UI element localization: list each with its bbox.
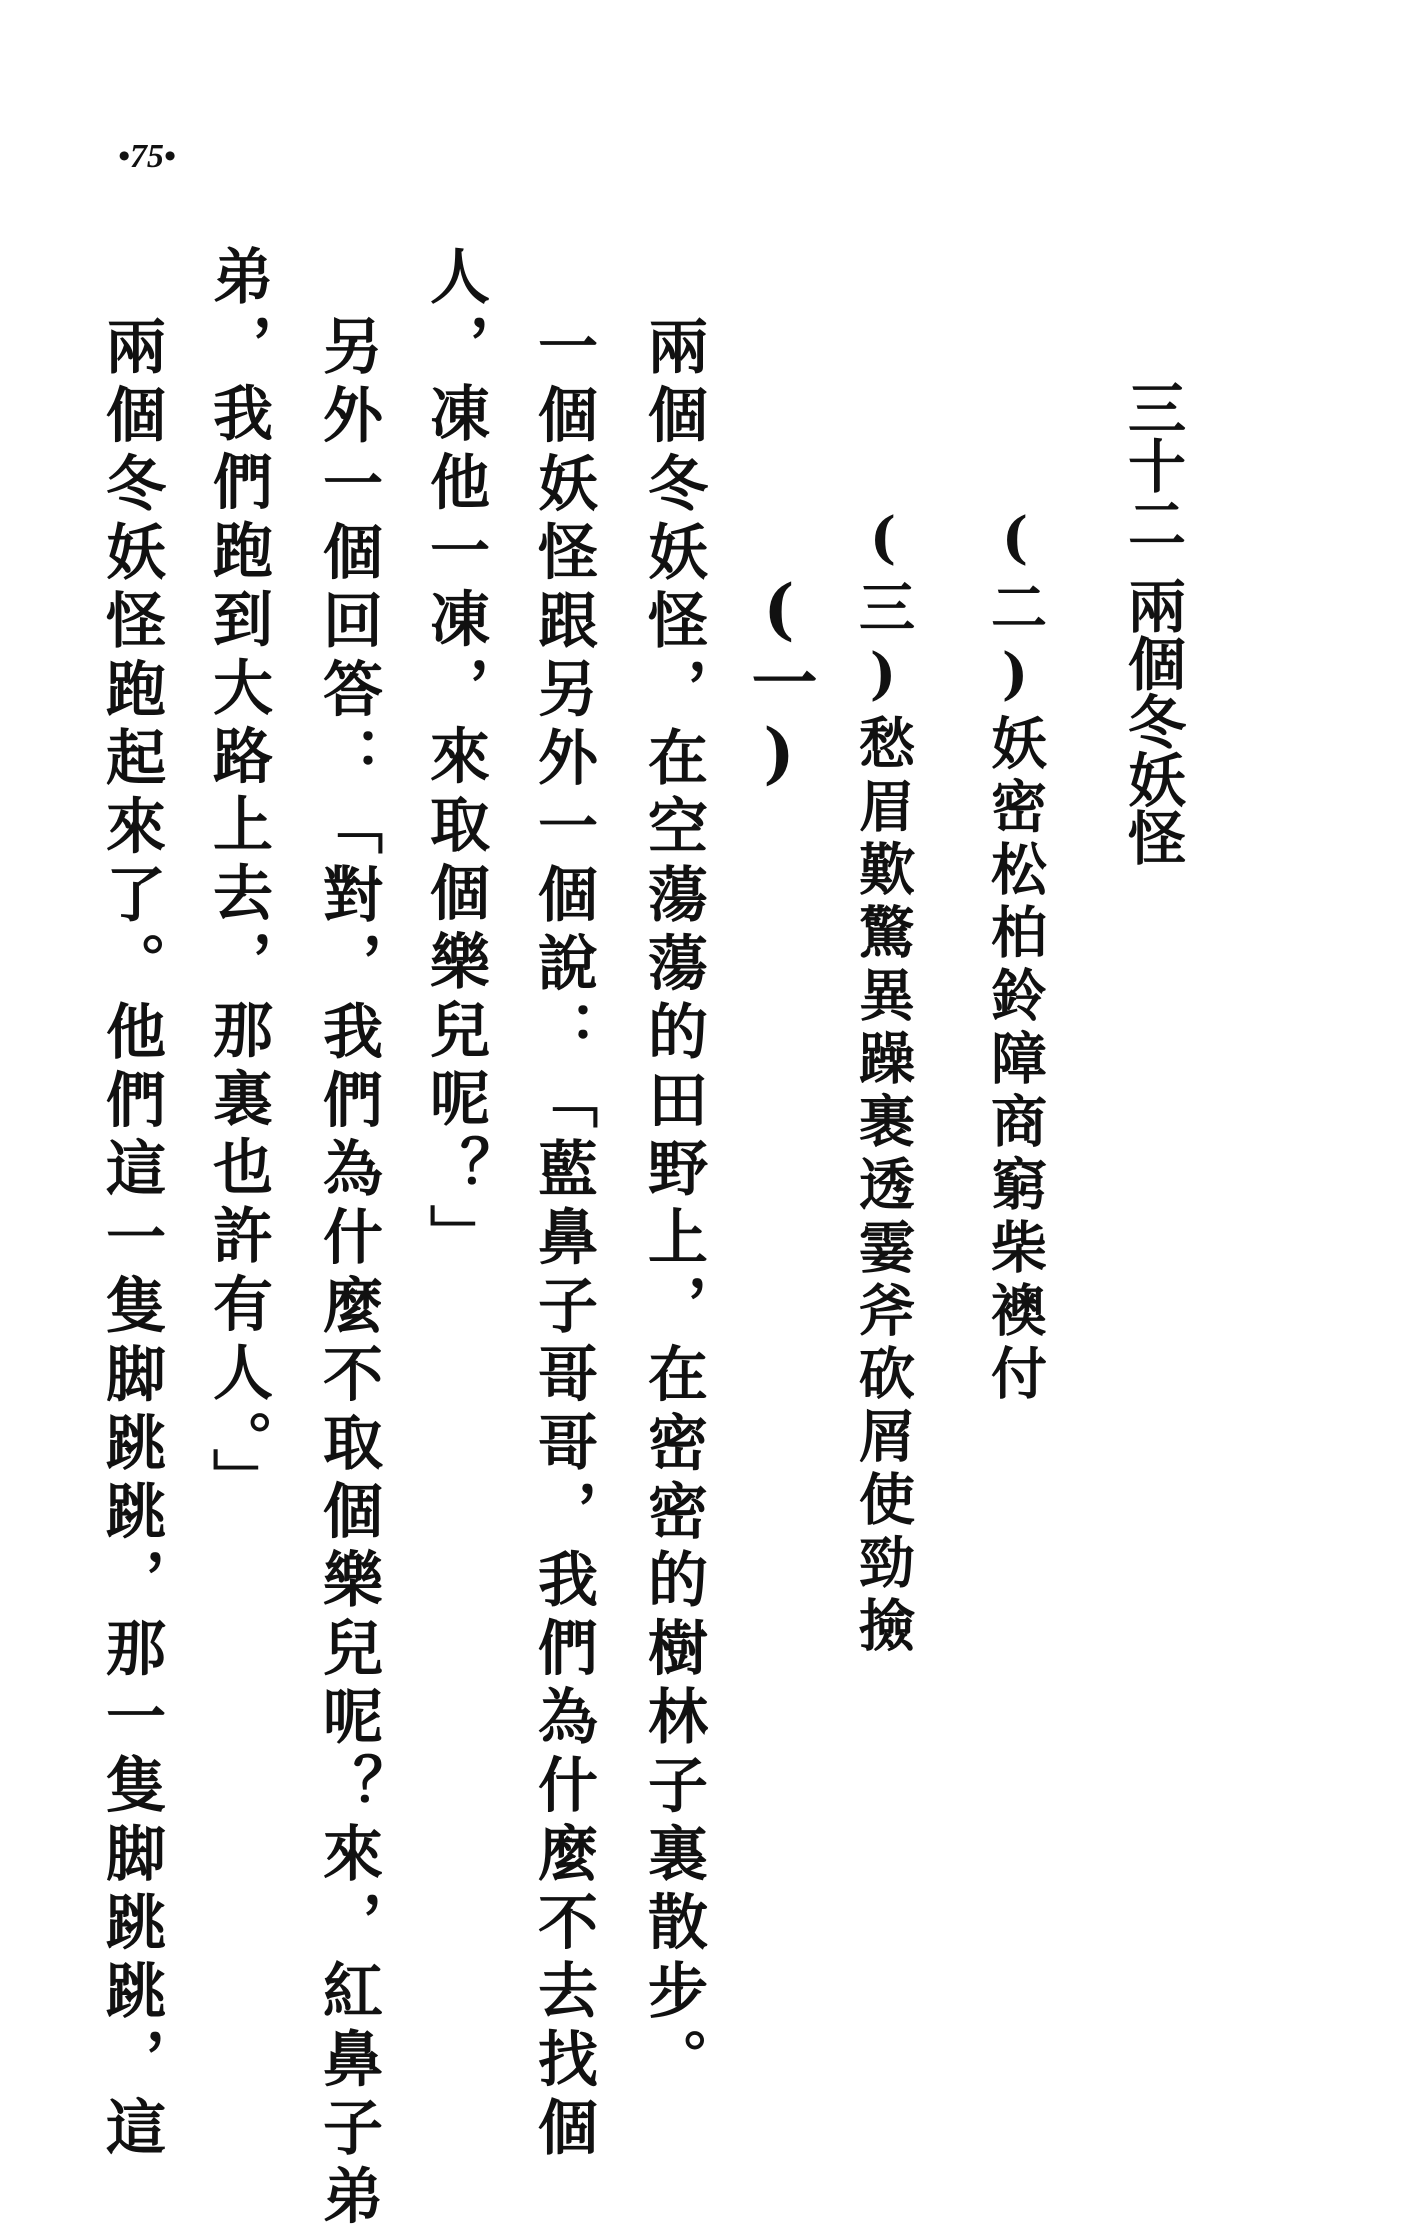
page-number: •75• [118, 138, 176, 175]
section-heading: (一) [740, 570, 818, 792]
body-text-line: 人，凍他一凍，來取個樂兒呢？」 [420, 245, 490, 1273]
vocabulary-list-2: (三)愁眉歎驚異躁裹透霎斧砍屑使勁撿 [850, 505, 916, 1659]
body-text-line: 兩個冬妖怪跑起來了。他們這一隻脚跳跳，那一隻脚跳跳，這 [96, 315, 166, 2165]
lesson-title-text: 兩個冬妖怪 [1118, 576, 1186, 866]
body-text-line: 另外一個回答：「對，我們為什麼不取個樂兒呢？來，紅鼻子弟 [313, 315, 383, 2233]
vocabulary-list-1: (二)妖密松柏鈴障商窮柴襖付 [982, 505, 1048, 1407]
body-text-line: 一個妖怪跟另外一個說：「藍鼻子哥哥，我們為什麼不去找個 [528, 315, 598, 2165]
body-text-line: 弟，我們跑到大路上去，那裏也許有人。」 [203, 245, 273, 1517]
body-text-line: 兩個冬妖怪，在空蕩蕩的田野上，在密密的樹林子裏散步。 [638, 315, 708, 2096]
lesson-number: 三十二 [1118, 378, 1186, 552]
lesson-title [1110, 378, 1194, 866]
